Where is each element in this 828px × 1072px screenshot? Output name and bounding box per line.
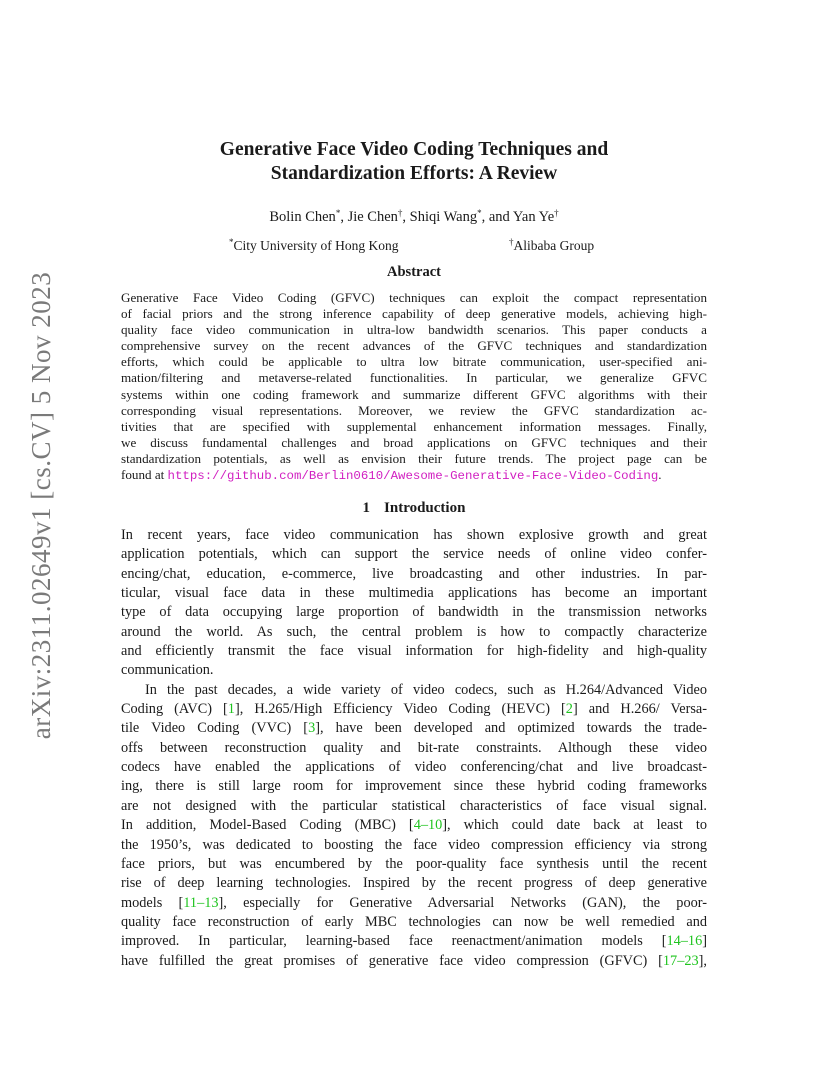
abstract-body [121, 290, 707, 484]
affiliation-mark: † [397, 208, 403, 218]
abstract-line: of facial priors and the strong inference capability of deep generative models, achieving high- [121, 306, 707, 322]
paragraph-line [121, 894, 707, 913]
affiliation-mark: † [554, 208, 559, 218]
paragraph-line: quality face reconstruction of early MBC technologies can now be well remedied and [121, 913, 707, 930]
text: models [ [121, 894, 184, 911]
paragraph-line [121, 700, 707, 719]
text: tile Video Coding (VVC) [ [121, 720, 309, 737]
paragraph-line: ing, there is still large room for improvement since these hybrid coding frameworks [121, 778, 707, 795]
paragraph-line: In recent years, face video communication has shown explosive growth and great [121, 527, 707, 543]
author-name: Yan Ye [512, 209, 555, 225]
paragraph-line: are not designed with the particular statistical characteristics of face visual signal. [121, 797, 707, 814]
abstract-last-line [121, 467, 707, 484]
author-separator: , [340, 209, 348, 225]
paragraph-line: type of data occupying large proportion of bandwidth in the transmission networks [121, 604, 707, 621]
citation-link[interactable]: 2 [565, 701, 573, 718]
affiliation-cityu [229, 237, 399, 255]
text: In addition, Model-Based Coding (MBC) [ [121, 817, 414, 834]
abstract-line: we discuss fundamental challenges and broad applications on GFVC techniques and their [121, 434, 707, 450]
paragraph-line [121, 719, 707, 738]
text: have fulfilled the great promises of generative face video compression (GFVC) [ [121, 952, 663, 969]
author-list [120, 208, 708, 226]
paragraph-line: encing/chat, education, e-commerce, live broadcasting and other industries. In par- [121, 565, 707, 582]
paragraph-line: around the world. As such, the central problem is how to compactly characterize [121, 623, 707, 640]
affiliation-mark: † [509, 237, 514, 247]
paper-title [120, 138, 708, 186]
citation-link[interactable]: 14–16 [666, 933, 703, 950]
citation-link[interactable]: 3 [308, 720, 316, 737]
text: improved. In particular, learning-based face reenactment/animation models [ [121, 933, 667, 950]
citation-link[interactable]: 1 [227, 701, 235, 718]
arxiv-identifier-stamp [18, 271, 66, 739]
section-heading-introduction [120, 500, 708, 517]
paragraph-line: and efficiently transmit the face visual information for high-fidelity and high-quality [121, 643, 707, 660]
abstract-heading: Abstract [387, 264, 441, 280]
paragraph-line: rise of deep learning technologies. Inspired by the recent progress of deep generative [121, 875, 707, 892]
paragraph-line [121, 932, 707, 951]
paragraph-line: the 1950’s, was dedicated to boosting the face video compression efficiency via strong [121, 836, 707, 853]
text: ], [698, 952, 707, 969]
affiliation-name: City University of Hong Kong [233, 238, 399, 253]
abstract-line: standardization potentials, as well as envision their future trends. The project page can be [121, 450, 707, 466]
affiliation-mark: * [229, 237, 234, 247]
paragraph-line: application potentials, which can support the service needs of online video confer- [121, 546, 707, 563]
author-name: Shiqi Wang [409, 209, 478, 225]
paragraph-line: ticular, visual face data in these multimedia applications has become an important [121, 585, 707, 602]
paragraph-line: offs between reconstruction quality and bit-rate constraints. Although these video [121, 739, 707, 756]
project-url-link[interactable]: https://github.com/Berlin0610/Awesome-Generative-Face-Video-Coding [167, 469, 659, 484]
affiliation-mark: * [477, 208, 482, 218]
text: Coding (AVC) [ [121, 701, 228, 718]
text: ], H.265/High Efficiency Video Coding (HEVC) [ [234, 701, 566, 718]
author-separator: , and [481, 209, 513, 225]
abstract-line: systems within one coding framework and summarize different GFVC algorithms with their [121, 386, 707, 402]
abstract-line: corresponding visual representations. Moreover, we review the GFVC standardization ac- [121, 402, 707, 418]
author-separator: , [402, 209, 410, 225]
text: ], which could date back at least to [442, 817, 707, 834]
arxiv-id-text: arXiv:2311.02649v1 [cs.CV] 5 Nov 2023 [26, 271, 57, 739]
paragraph-line: communication. [121, 662, 214, 679]
text: ], have been developed and optimized towards the trade- [315, 720, 708, 737]
paragraph-line: face priors, but was encumbered by the poor-quality face synthesis until the recent [121, 855, 707, 872]
affiliation-alibaba [509, 237, 594, 255]
text: ] [702, 933, 707, 950]
abstract-line: quality face video communication in ultra-low bandwidth scenarios. This paper conducts a [121, 322, 707, 338]
title-line-2: Standardization Efforts: A Review [270, 163, 558, 184]
abstract-text: . [658, 467, 662, 483]
affiliation-mark: * [335, 208, 341, 218]
author-name: Jie Chen [347, 209, 398, 225]
abstract-line: mation/filtering and metaverse-related functionalities. In particular, we generalize GFVC [121, 370, 707, 386]
abstract-line: efforts, which could be applicable to ultra low bitrate communication, user-specified ani- [121, 354, 707, 370]
abstract-text: found at [121, 467, 168, 483]
text: ] and H.266/ Versa- [572, 701, 708, 718]
affiliation-name: Alibaba Group [513, 238, 595, 253]
author-name: Bolin Chen [269, 209, 336, 225]
citation-link[interactable]: 4–10 [413, 817, 443, 834]
text: ], especially for Generative Adversarial Networks (GAN), the poor- [218, 894, 707, 911]
paragraph-line: In the past decades, a wide variety of video codecs, such as H.264/Advanced Video [145, 681, 707, 698]
title-line-1: Generative Face Video Coding Techniques and [219, 139, 609, 160]
section-number: 1 [362, 500, 371, 516]
citation-link[interactable]: 17–23 [662, 952, 699, 969]
paragraph-line [121, 952, 707, 971]
section-title: Introduction [384, 500, 466, 516]
abstract-line: comprehensive survey on the recent advances of the GFVC techniques and standardization [121, 338, 707, 354]
introduction-body [121, 526, 707, 971]
citation-link[interactable]: 11–13 [183, 894, 219, 911]
abstract-line: Generative Face Video Coding (GFVC) techniques can exploit the compact representation [121, 290, 707, 305]
abstract-line: tivities that are specified with supplemental enhancement information messages. Finally, [121, 418, 707, 434]
paragraph-line: codecs have enabled the applications of video conferencing/chat and live broadcast- [121, 759, 707, 776]
paragraph-line [121, 816, 707, 835]
